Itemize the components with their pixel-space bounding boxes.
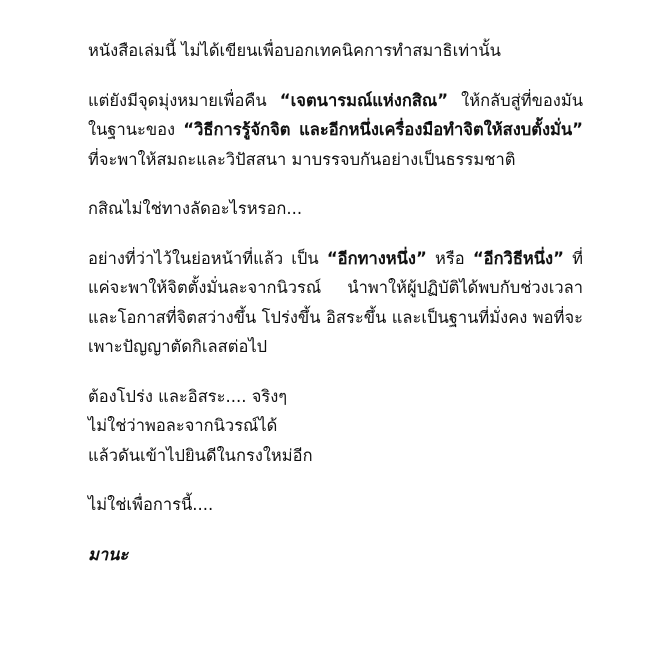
paragraph-purpose [88,86,583,175]
purpose-quote-1: “เจตนารมณ์แห่งกสิณ” [279,90,449,110]
free-line-2: ไม่ใช่ว่าพอละจากนิวรณ์ได้ [88,416,278,435]
another-way-text-2: หรือ [426,248,473,268]
free-line-1: ต้องโปร่ง และอิสระ.... จริงๆ [88,386,288,406]
another-way-quote-2: “อีกวิธีหนึ่ง” [472,248,564,268]
purpose-text-1: แต่ยังมีจุดมุ่งหมายเพื่อคืน [88,90,280,110]
another-way-text-1: อย่างที่ว่าไว้ในย่อหน้าที่แล้ว เป็น [88,248,327,268]
free-line-3: แล้วดันเข้าไปยินดีในกรงใหม่อีก [88,445,313,465]
paragraph-not-for-this: ไม่ใช่เพื่อการนี้.... [88,495,214,514]
purpose-quote-2: “วิธีการรู้จักจิต และอีกหนึ่งเครื่องมือทำจิตให้สงบตั้งมั่น” [183,120,584,139]
paragraph-free [88,382,583,471]
paragraph-intro: หนังสือเล่มนี้ ไม่ได้เขียนเพื่อบอกเทคนิคการทำสมาธิเท่านั้น [88,41,501,60]
another-way-text-3: ที่แค่จะพาให้จิตตั้งมั่นละจากนิวรณ์ นำพาให้ผู้ปฏิบัติได้พบกับช่วงเวลาและโอกาสที่จิตสว่างขึ้น โปร่งขึ้น อิสระขึ้น และเป็นฐานที่มั่งคง พอที่จะเพาะปัญญาตัดกิเลสต่อไป [88,248,583,356]
purpose-text-3: ที่จะพาให้สมถะและวิปัสสนา มาบรรจบกันอย่างเป็นธรรมชาติ [88,149,516,169]
author-signature: มานะ [88,544,129,564]
paragraph-not-shortcut: กสิณไม่ใช่ทางลัดอะไรหรอก... [88,199,303,218]
purpose-text-2: ให้กลับสู่ที่ของมัน ในฐานะของ [88,90,583,139]
paragraph-another-way [88,244,583,362]
document-page [88,36,583,589]
another-way-quote-1: “อีกทางหนึ่ง” [326,248,427,268]
